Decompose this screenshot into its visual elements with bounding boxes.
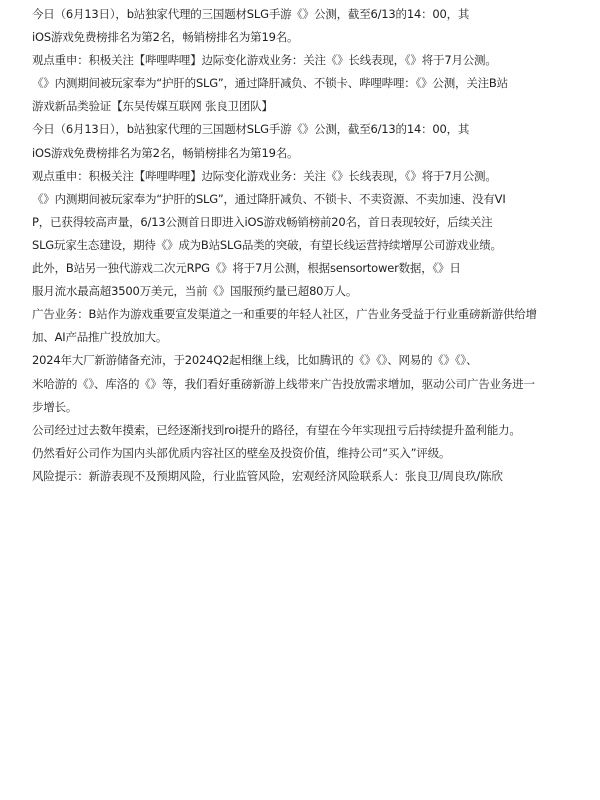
text-line: 观点重申：积极关注【哔哩哔哩】边际变化游戏业务：关注《》长线表现，《》将于7月公测。: [32, 168, 497, 183]
text-line: 《》内测期间被玩家奉为“护肝的SLG”，通过降肝减负、不锁卡、哔哩哔哩：《》公测，关注B站: [32, 76, 508, 91]
text-line: 游戏新品类验证【东吴传媒互联网 张良卫团队】: [32, 99, 273, 114]
text-line: iOS游戏免费榜排名为第2名，畅销榜排名为第19名。: [32, 30, 299, 45]
text-line: 仍然看好公司作为国内头部优质内容社区的壁垒及投资价值，维持公司“买入”评级。: [32, 445, 451, 460]
text-line: 此外，B站另一独代游戏二次元RPG《》将于7月公测，根据sensortower数据，《》日: [32, 261, 461, 276]
text-line: 广告业务：B站作为游戏重要宣发渠道之一和重要的年轻人社区，广告业务受益于行业重磅新游供给增: [32, 307, 537, 322]
text-line: 公司经过过去数年摸索，已经逐渐找到roi提升的路径，有望在今年实现扭亏后持续提升盈利能力。: [32, 422, 521, 437]
text-line: 观点重申：积极关注【哔哩哔哩】边际变化游戏业务：关注《》长线表现，《》将于7月公测。: [32, 53, 497, 68]
text-line: 《》内测期间被玩家奉为“护肝的SLG”，通过降肝减负、不锁卡、不卖资源、不卖加速、没有VI: [32, 191, 506, 206]
text-line: SLG玩家生态建设，期待《》成为B站SLG品类的突破，有望长线运营持续增厚公司游戏业绩。: [32, 237, 502, 252]
document-body: [32, 3, 578, 488]
text-line: 步增长。: [32, 399, 78, 414]
text-line: P，已获得较高声量，6/13公测首日即进入iOS游戏畅销榜前20名，首日表现较好，后续关注: [32, 214, 493, 229]
text-line: 米哈游的《》、库洛的《》等，我们看好重磅新游上线带来广告投放需求增加，驱动公司广告业务进一: [32, 376, 535, 391]
text-line: 服月流水最高超3500万美元，当前《》国服预约量已超80万人。: [32, 284, 358, 299]
text-line: 2024年大厂新游储备充沛，于2024Q2起相继上线，比如腾讯的《》《》、网易的《》《》、: [32, 353, 478, 368]
text-line: 加、AI产品推广投放加大。: [32, 330, 168, 345]
text-line: iOS游戏免费榜排名为第2名，畅销榜排名为第19名。: [32, 145, 299, 160]
text-line: 风险提示：新游表现不及预期风险，行业监管风险，宏观经济风险联系人：张良卫/周良玖/陈欣: [32, 468, 503, 483]
text-line: 今日（6月13日），b站独家代理的三国题材SLG手游《》公测，截至6/13的14：00，其: [32, 122, 470, 137]
text-line: 今日（6月13日），b站独家代理的三国题材SLG手游《》公测，截至6/13的14：00，其: [32, 7, 470, 21]
